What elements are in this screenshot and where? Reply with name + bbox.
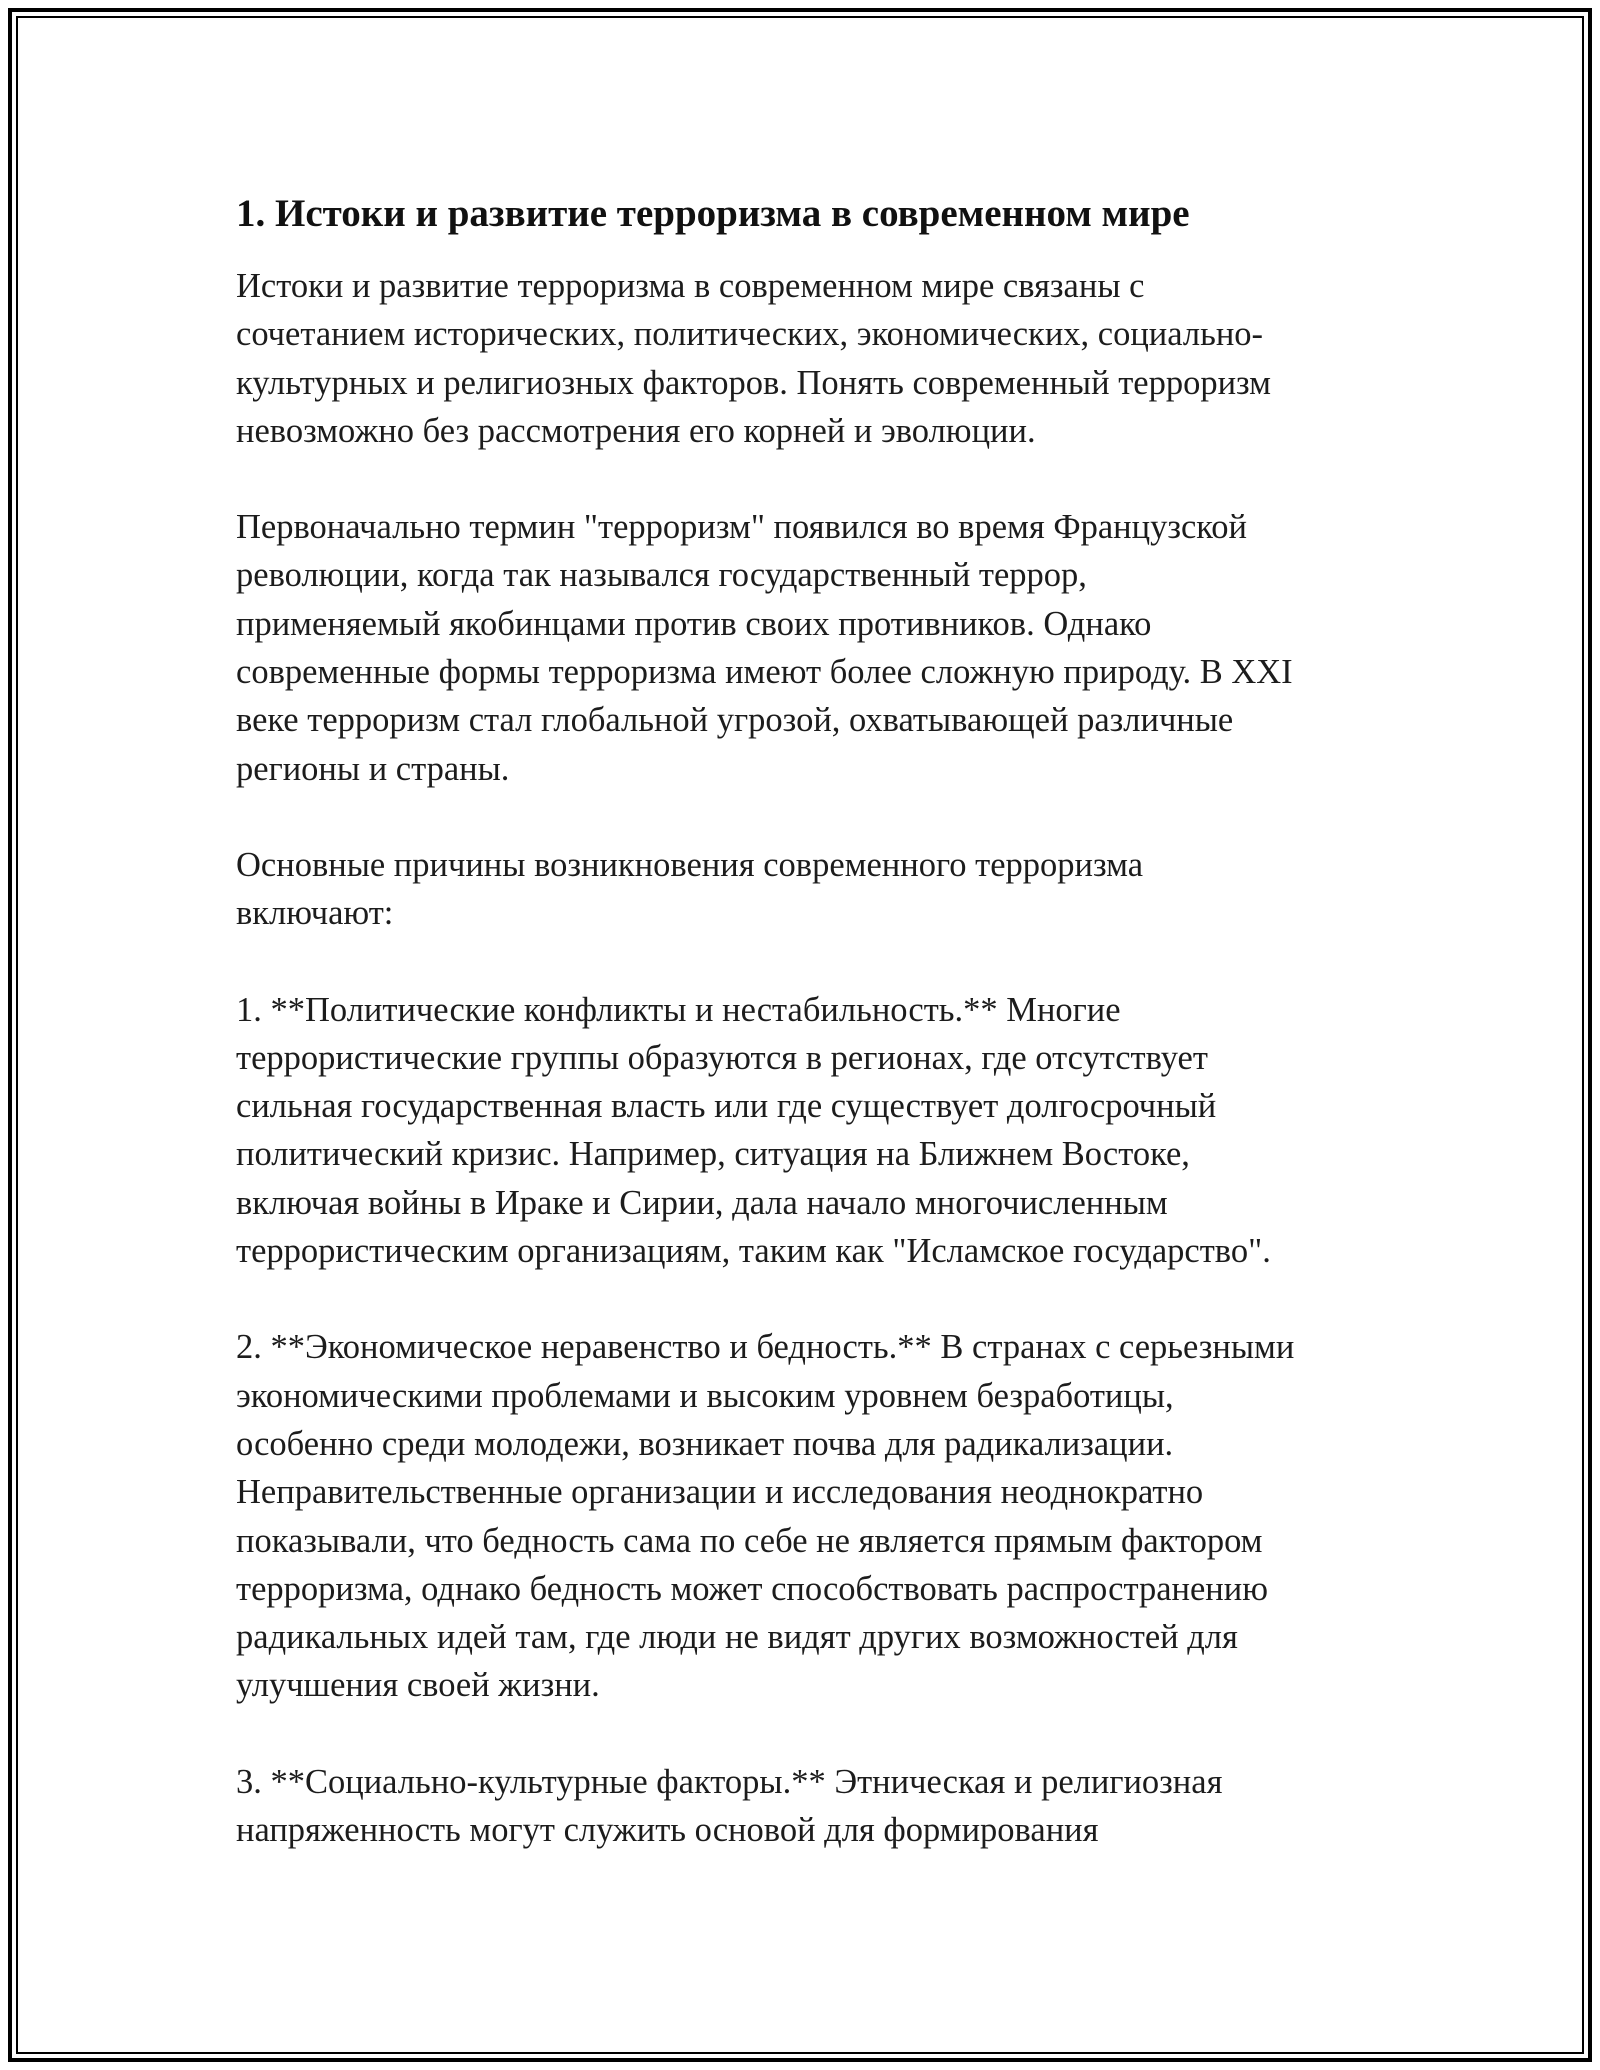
document-body [236, 186, 1376, 1854]
paragraph-cause-social: 3. **Социально-культурные факторы.** Этническая и религиозная напряженность могут служить основой для формирования [236, 1762, 1223, 1850]
paragraph-intro: Истоки и развитие терроризма в современном мире связаны с сочетанием исторических, политических, экономических, социально- культурных и религиозных факторов. Понять современный терроризм невозможно без рассмотрения его корней и эволюции. [236, 267, 1272, 450]
paragraph-history: Первоначально термин "терроризм" появился во время Французской революции, когда так назывался государственный террор, применяемый якобинцами против своих противников. Однако современные формы терроризма имеют более сложную природу. В XXI веке терроризм стал глобальной угрозой, охватывающей различные регионы и страны. [236, 508, 1293, 788]
paragraph-cause-economic: 2. **Экономическое неравенство и бедность.** В странах с серьезными экономическими проблемами и высоким уровнем безработицы, особенно среди молодежи, возникает почва для радикализации. Неправительственные организации и исследования неоднократно показывали, что бедность сама по себе не является прямым фактором терроризма, однако бедность может способствовать распространению радикальных идей там, где люди не видят других возможностей для улучшения своей жизни. [236, 1328, 1295, 1705]
section-heading: 1. Истоки и развитие терроризма в современном мире [236, 192, 1190, 235]
paragraph-cause-political: 1. **Политические конфликты и нестабильность.** Многие террористические группы образуются в регионах, где отсутствует сильная государственная власть или где существует долгосрочный политический кризис. Например, ситуация на Ближнем Востоке, включая войны в Ираке и Сирии, дала начало многочисленным террористическим организациям, таким как "Исламское государство". [236, 990, 1271, 1271]
paragraph-causes-intro: Основные причины возникновения современного терроризма включают: [236, 845, 1144, 933]
